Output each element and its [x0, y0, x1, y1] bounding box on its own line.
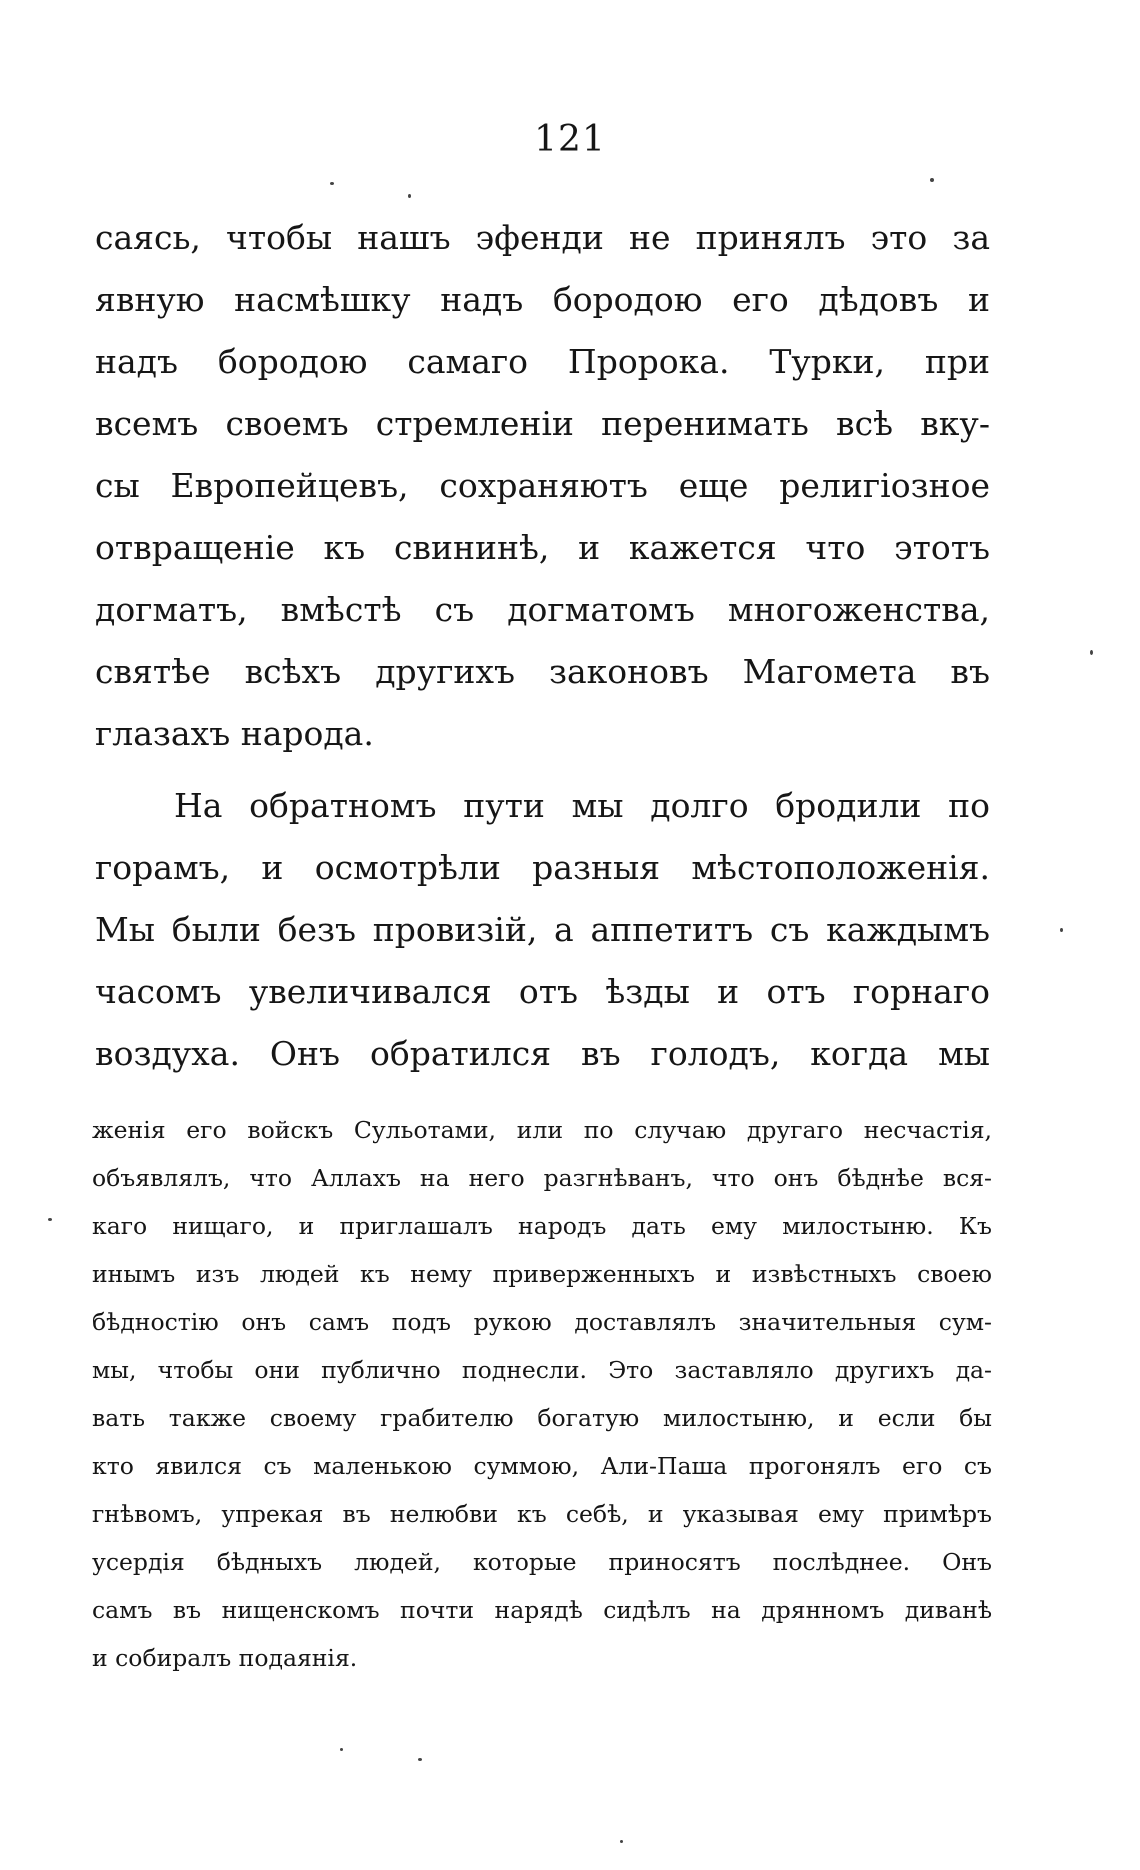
- scan-speck: [418, 1758, 422, 1761]
- scan-speck: [48, 1218, 52, 1221]
- page-number: 121: [534, 119, 606, 160]
- scan-speck: [1060, 928, 1063, 932]
- scan-speck: [1090, 650, 1093, 655]
- main-text-line: надъ бородою самаго Пророка. Турки, при: [95, 342, 990, 381]
- footnote-line: гнѣвомъ, упрекая въ нелюбви къ себѣ, и указывая ему примѣръ: [92, 1500, 992, 1528]
- footnote-line: мы, чтобы они публично поднесли. Это заставляло другихъ да-: [92, 1356, 992, 1384]
- main-text-line: горамъ, и осмотрѣли разныя мѣстоположенія.: [95, 848, 990, 887]
- main-text-line: На обратномъ пути мы долго бродили по: [174, 786, 990, 825]
- main-text-line: воздуха. Онъ обратился въ голодъ, когда мы: [95, 1034, 990, 1073]
- footnote-line: инымъ изъ людей къ нему приверженныхъ и извѣстныхъ своею: [92, 1260, 992, 1288]
- main-text-line: саясь, чтобы нашъ эфенди не принялъ это за: [95, 218, 990, 257]
- main-text-line: всемъ своемъ стремленіи перенимать всѣ вку-: [95, 404, 990, 443]
- main-text-line: догматъ, вмѣстѣ съ догматомъ многоженства,: [95, 590, 990, 629]
- main-text-line: отвращеніе къ свининѣ, и кажется что этотъ: [95, 528, 990, 567]
- scan-speck: [408, 194, 411, 198]
- scan-speck: [620, 1840, 623, 1843]
- footnote-line: каго нищаго, и приглашалъ народъ дать ему милостыню. Къ: [92, 1212, 992, 1240]
- footnote-line: бѣдностію онъ самъ подъ рукою доставлялъ значительныя сум-: [92, 1308, 992, 1336]
- scan-speck: [930, 178, 934, 182]
- main-text-line: часомъ увеличивался отъ ѣзды и отъ горнаго: [95, 972, 990, 1011]
- main-text-line: явную насмѣшку надъ бородою его дѣдовъ и: [95, 280, 990, 319]
- footnote-line: усердія бѣдныхъ людей, которые приносятъ послѣднее. Онъ: [92, 1548, 992, 1576]
- scan-speck: [340, 1748, 343, 1751]
- footnote-line: самъ въ нищенскомъ почти нарядѣ сидѣлъ на дрянномъ диванѣ: [92, 1596, 992, 1624]
- main-text-line: глазахъ народа.: [95, 714, 374, 753]
- main-text-line: святѣе всѣхъ другихъ законовъ Магомета въ: [95, 652, 990, 691]
- main-text-line: сы Европейцевъ, сохраняютъ еще религіозное: [95, 466, 990, 505]
- scan-speck: [330, 182, 334, 185]
- footnote-line: кто явился съ маленькою суммою, Али-Паша прогонялъ его съ: [92, 1452, 992, 1480]
- footnote-line: объявлялъ, что Аллахъ на него разгнѣванъ, что онъ бѣднѣе вся-: [92, 1164, 992, 1192]
- footnote-line: женія его войскъ Сульотами, или по случаю другаго несчастія,: [92, 1116, 992, 1144]
- footnote-line: вать также своему грабителю богатую милостыню, и если бы: [92, 1404, 992, 1432]
- main-text-line: Мы были безъ провизій, а аппетитъ съ каждымъ: [95, 910, 990, 949]
- footnote-line: и собиралъ подаянія.: [92, 1644, 358, 1672]
